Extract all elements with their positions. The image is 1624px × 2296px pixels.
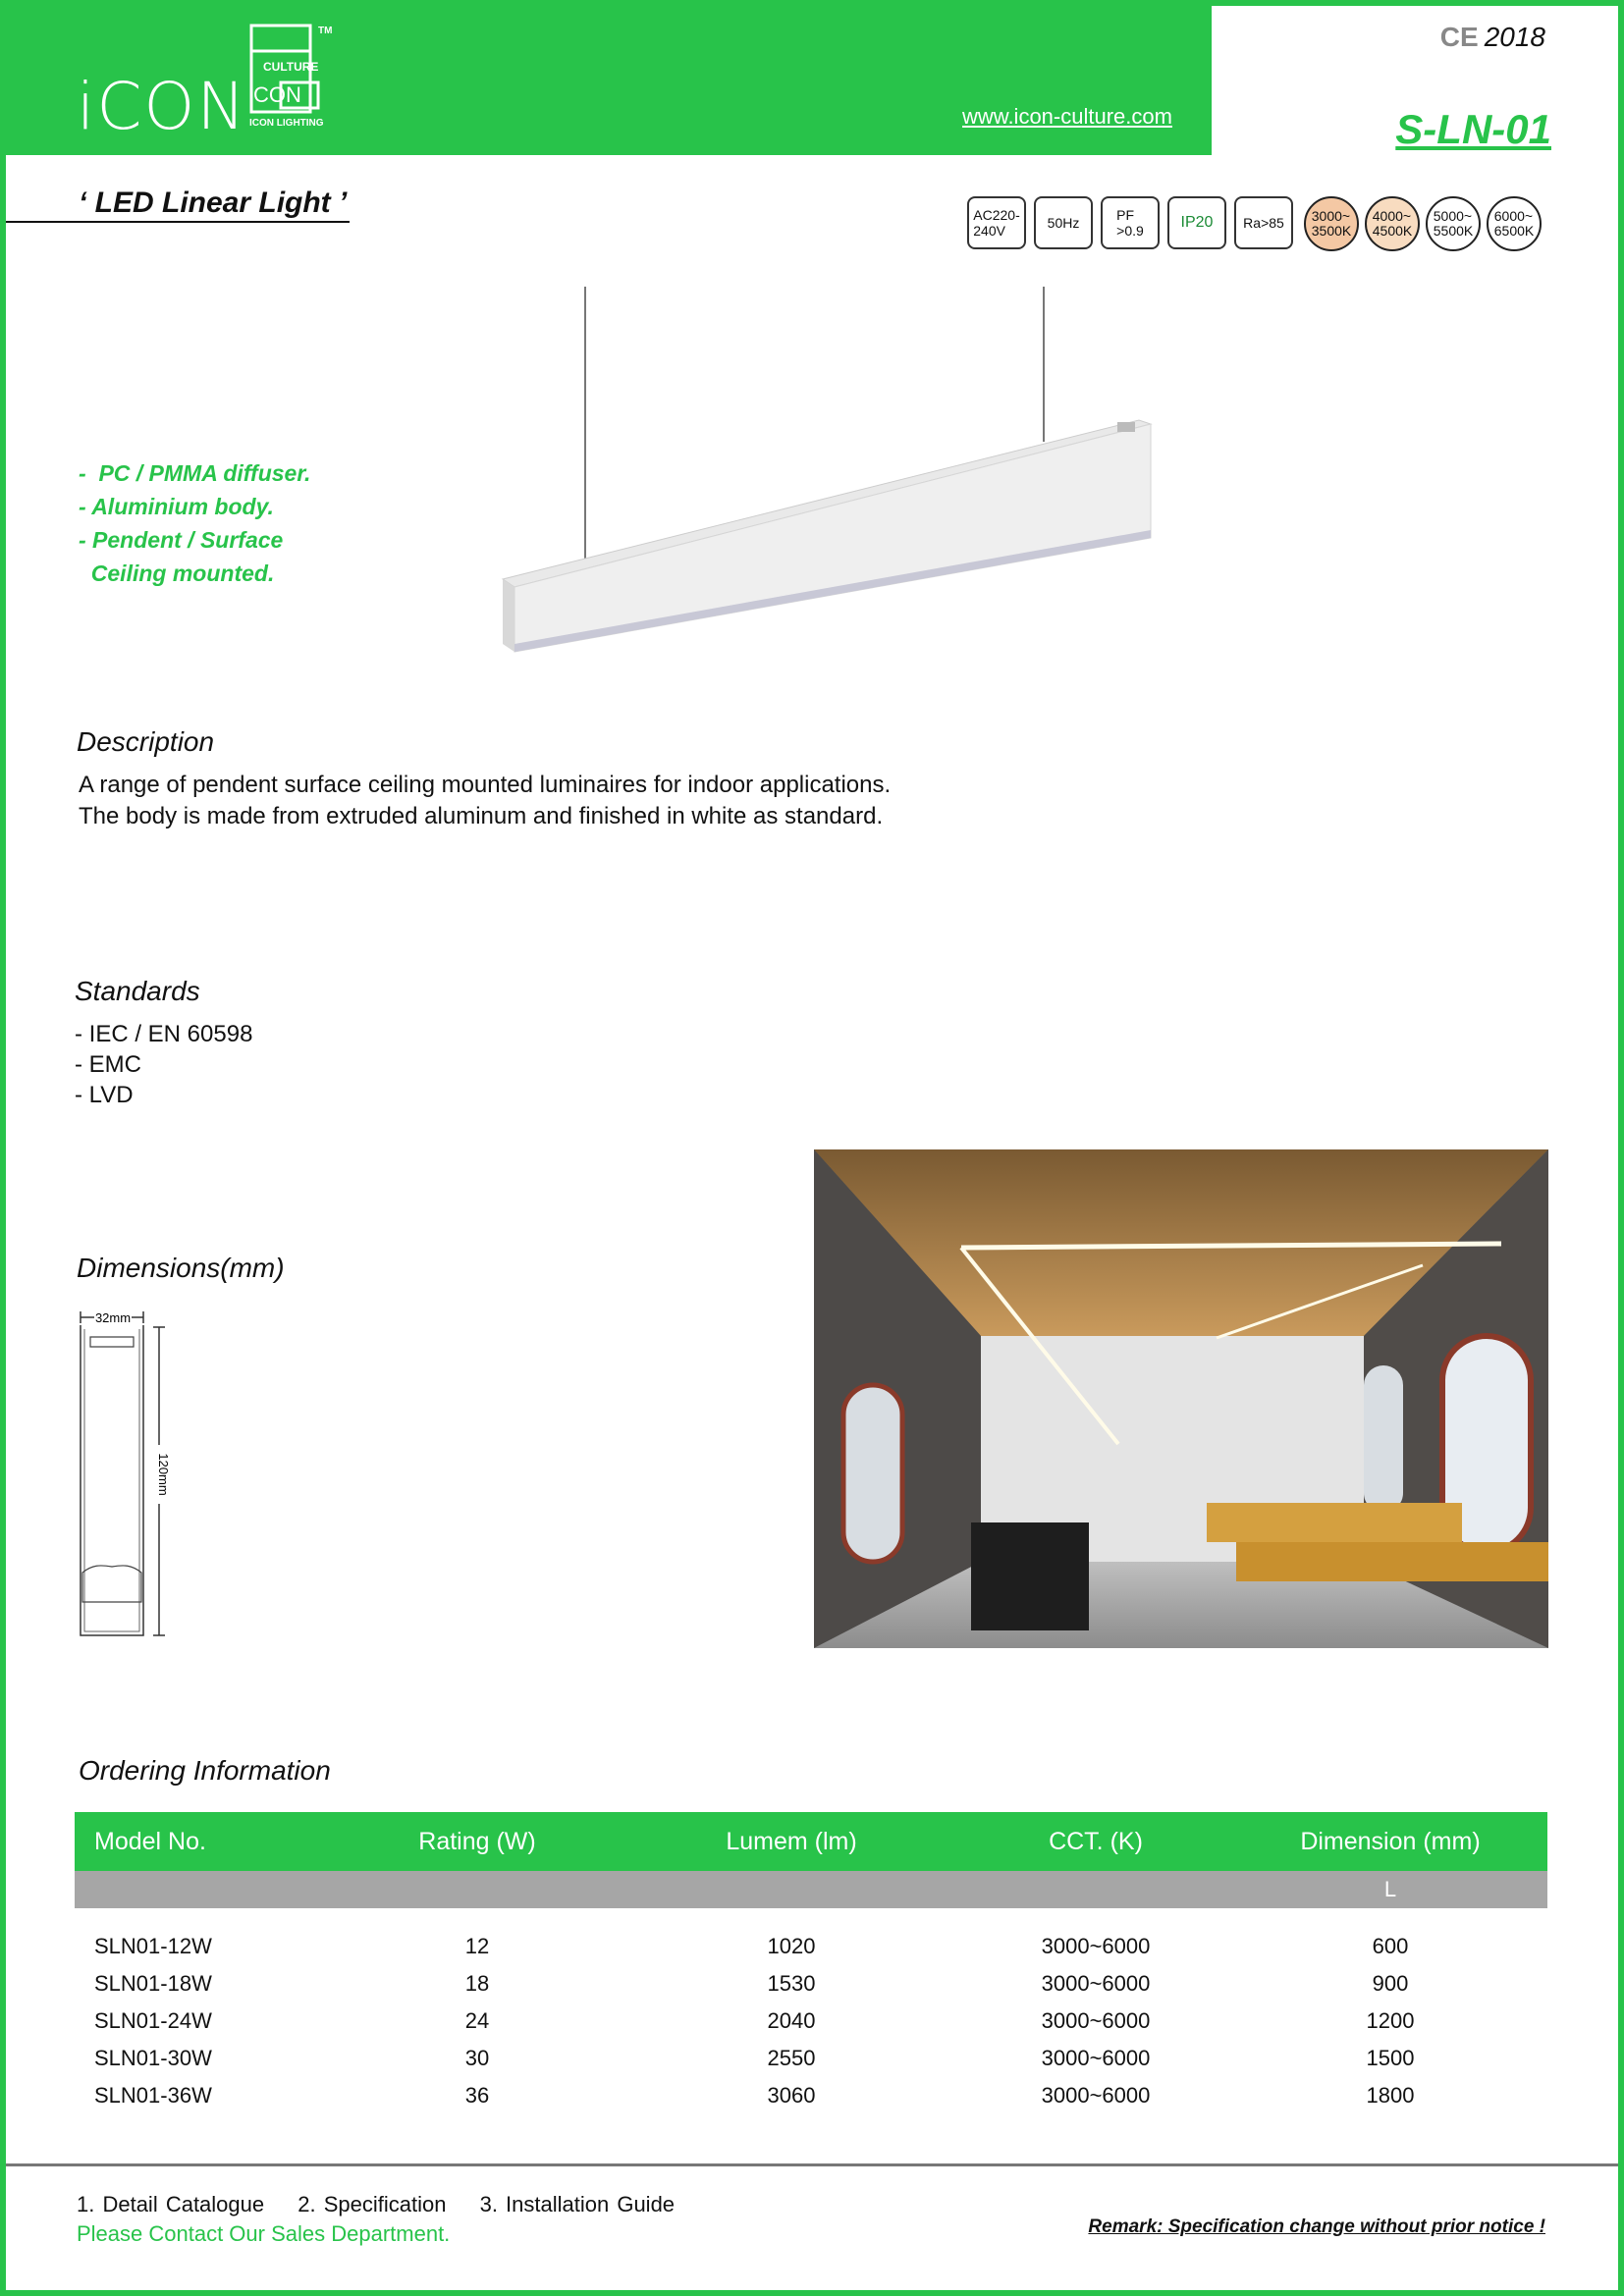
dimension-cell: 900 — [1372, 1971, 1409, 1996]
rating-cell: 24 — [464, 2008, 490, 2033]
standard-item: - LVD — [75, 1082, 134, 1108]
linear-light-product-image — [491, 285, 1178, 667]
website-link[interactable]: www.icon-culture.com — [962, 104, 1172, 129]
column-header-cct: CCT. (K) — [958, 1812, 1233, 1871]
feature-list: - PC / PMMA diffuser. - Aluminium body. - Pendent / Surface Ceiling mounted. — [79, 460, 311, 586]
ip-rating-badge: IP20 — [1167, 196, 1226, 249]
rating-cell: 30 — [464, 2046, 490, 2070]
dimension-cell: 600 — [1372, 1934, 1409, 1958]
standard-item: - IEC / EN 60598 — [75, 1021, 253, 1047]
footer-link-detail-catalogue: 1. Detail Catalogue — [77, 2192, 265, 2216]
column-header-rating: Rating (W) — [330, 1812, 624, 1871]
model-cell: SLN01-18W — [94, 1971, 212, 1996]
table-subheader-row — [75, 1871, 1547, 1908]
cct-cell: 3000~6000 — [1041, 2083, 1151, 2108]
cri-badge: Ra>85 — [1234, 196, 1293, 249]
column-header-dimension: Dimension (mm) — [1233, 1812, 1547, 1871]
cct-badges — [1304, 196, 1542, 251]
table-row — [75, 2002, 1547, 2040]
logo-mark-icon — [245, 22, 344, 120]
cct-badge-3000: 3000~ 3500K — [1304, 196, 1359, 251]
description-text — [79, 770, 891, 832]
frequency-badge: 50Hz — [1034, 196, 1093, 249]
header-band — [0, 0, 1212, 155]
model-cell: SLN01-12W — [94, 1934, 212, 1958]
rating-cell: 18 — [464, 1971, 490, 1996]
model-cell: SLN01-30W — [94, 2046, 212, 2070]
footer-link-specification: 2. Specification — [298, 2192, 447, 2216]
table-row — [75, 1965, 1547, 2002]
rating-cell: 36 — [464, 2083, 490, 2108]
cct-cell: 3000~6000 — [1041, 2008, 1151, 2033]
profile-dimension-drawing — [71, 1308, 208, 1641]
title-underline — [6, 221, 350, 223]
cct-cell: 3000~6000 — [1041, 1971, 1151, 1996]
brand-logo-text: iCON — [77, 69, 247, 144]
model-cell: SLN01-36W — [94, 2083, 212, 2108]
year-value: 2018 — [1484, 22, 1545, 52]
description-line-1: A range of pendent surface ceiling mounted luminaires for indoor applications. — [79, 772, 892, 798]
table-row — [75, 2077, 1547, 2114]
cct-cell: 3000~6000 — [1041, 2046, 1151, 2070]
dimension-cell: 1200 — [1366, 2008, 1415, 2033]
logo-subtitle: ICON LIGHTING — [249, 118, 324, 129]
cct-badge-6000: 6000~ 6500K — [1487, 196, 1542, 251]
lumen-cell: 2550 — [767, 2046, 816, 2070]
ce-mark-icon: CE — [1439, 22, 1479, 52]
footer-links — [77, 2192, 700, 2217]
logo-small-text-2: CON — [253, 82, 301, 107]
width-dimension-label: 32mm — [94, 1310, 132, 1325]
footer-divider — [6, 2163, 1618, 2166]
ordering-table — [75, 1812, 1547, 2114]
spec-badges — [967, 196, 1293, 249]
column-header-lumen: Lumem (lm) — [624, 1812, 958, 1871]
dimension-cell: 1500 — [1366, 2046, 1415, 2070]
standards-list — [75, 1019, 252, 1110]
cct-cell: 3000~6000 — [1041, 1934, 1151, 1958]
trademark-mark: TM — [318, 26, 333, 36]
contact-note: Please Contact Our Sales Department. — [77, 2221, 451, 2246]
year-label — [1440, 22, 1545, 53]
column-header-model: Model No. — [75, 1812, 330, 1871]
table-row — [75, 2040, 1547, 2077]
cct-badge-4000: 4000~ 4500K — [1365, 196, 1420, 251]
table-row — [75, 1928, 1547, 1965]
voltage-badge: AC220- 240V — [967, 196, 1026, 249]
logo-small-text-1: CULTURE — [263, 60, 319, 74]
cct-badge-5000: 5000~ 5500K — [1426, 196, 1481, 251]
description-title: Description — [77, 726, 215, 757]
dimension-subheader-length: L — [1233, 1871, 1547, 1908]
height-dimension-label: 120mm — [156, 1453, 171, 1496]
product-name: ‘ LED Linear Light ’ — [79, 187, 348, 219]
dimension-cell: 1800 — [1366, 2083, 1415, 2108]
rating-cell: 12 — [464, 1934, 490, 1958]
remark-note: Remark: Specification change without prior notice ! — [1088, 2216, 1545, 2237]
lumen-cell: 1020 — [767, 1934, 816, 1958]
table-header-row — [75, 1812, 1547, 1871]
dimensions-title: Dimensions(mm) — [77, 1253, 285, 1283]
lumen-cell: 3060 — [767, 2083, 816, 2108]
lumen-cell: 1530 — [767, 1971, 816, 1996]
standard-item: - EMC — [75, 1051, 141, 1078]
footer-link-installation-guide: 3. Installation Guide — [479, 2192, 676, 2216]
installation-photo — [814, 1149, 1548, 1648]
lumen-cell: 2040 — [767, 2008, 816, 2033]
ordering-title: Ordering Information — [79, 1755, 331, 1786]
standards-title: Standards — [75, 976, 200, 1006]
power-factor-badge: PF >0.9 — [1101, 196, 1160, 249]
model-cell: SLN01-24W — [94, 2008, 212, 2033]
model-code: S-LN-01 — [1395, 106, 1551, 152]
description-line-2: The body is made from extruded aluminum and finished in white as standard. — [79, 803, 884, 829]
